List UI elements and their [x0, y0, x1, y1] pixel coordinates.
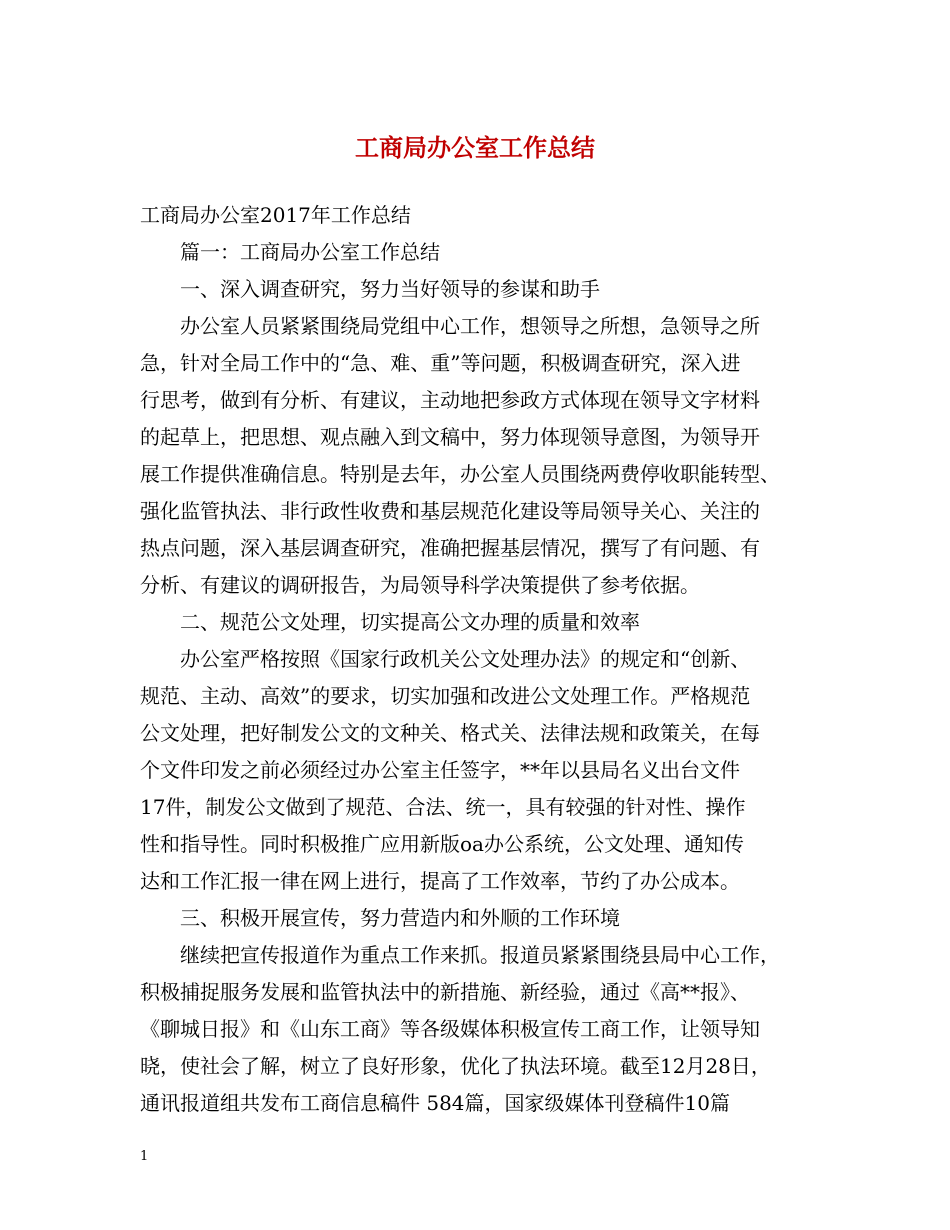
page-number: 1	[140, 1149, 149, 1164]
body-line: 性和指导性。同时积极推广应用新版oa办公系统，公文处理、通知传	[140, 832, 744, 856]
body-line: 篇一：工商局办公室工作总结	[140, 240, 440, 264]
body-line: 个文件印发之前必须经过办公室主任签字，**年以县局名义出台文件	[140, 758, 740, 782]
body-line: 17件，制发公文做到了规范、合法、统一，具有较强的针对性、操作	[140, 795, 746, 819]
page-title: 工商局办公室工作总结	[355, 133, 595, 162]
body-line: 公文处理，把好制发公文的文种关、格式关、法律法规和政策关，在每	[140, 721, 760, 745]
body-line: 积极捕捉服务发展和监管执法中的新措施、新经验，通过《高**报》、	[140, 980, 750, 1004]
body-line: 一、深入调查研究，努力当好领导的参谋和助手	[140, 277, 600, 301]
body-line: 规范、主动、高效”的要求，切实加强和改进公文处理工作。严格规范	[140, 684, 751, 708]
body-line: 行思考，做到有分析、有建议，主动地把参政方式体现在领导文字材料	[140, 388, 760, 412]
body-line: 分析、有建议的调研报告，为局领导科学决策提供了参考依据。	[140, 573, 700, 597]
body-line: 办公室人员紧紧围绕局党组中心工作，想领导之所想，急领导之所	[140, 314, 760, 338]
body-line: 继续把宣传报道作为重点工作来抓。报道员紧紧围绕县局中心工作，	[140, 943, 780, 967]
body-line: 达和工作汇报一律在网上进行，提高了工作效率，节约了办公成本。	[140, 869, 740, 893]
body-line: 热点问题，深入基层调查研究，准确把握基层情况，撰写了有问题、有	[140, 536, 760, 560]
body-line: 的起草上，把思想、观点融入到文稿中，努力体现领导意图，为领导开	[140, 425, 760, 449]
body-line: 通讯报道组共发布工商信息稿件 584篇，国家级媒体刊登稿件10篇	[140, 1091, 730, 1115]
body-line: 三、积极开展宣传，努力营造内和外顺的工作环境	[140, 906, 620, 930]
body-line: 急，针对全局工作中的“急、难、重”等问题，积极调查研究，深入进	[140, 351, 741, 375]
body-line: 工商局办公室2017年工作总结	[140, 203, 411, 227]
body-line: 《聊城日报》和《山东工商》等各级媒体积极宣传工商工作，让领导知	[140, 1017, 760, 1041]
body-line: 强化监管执法、非行政性收费和基层规范化建设等局领导关心、关注的	[140, 499, 760, 523]
body-line: 办公室严格按照《国家行政机关公文处理办法》的规定和“创新、	[140, 647, 751, 671]
body-line: 二、规范公文处理，切实提高公文办理的质量和效率	[140, 610, 640, 634]
body-line: 展工作提供准确信息。特别是去年，办公室人员围绕两费停收职能转型、	[140, 462, 780, 486]
body-line: 晓，使社会了解，树立了良好形象，优化了执法环境。截至12月28日，	[140, 1054, 771, 1078]
